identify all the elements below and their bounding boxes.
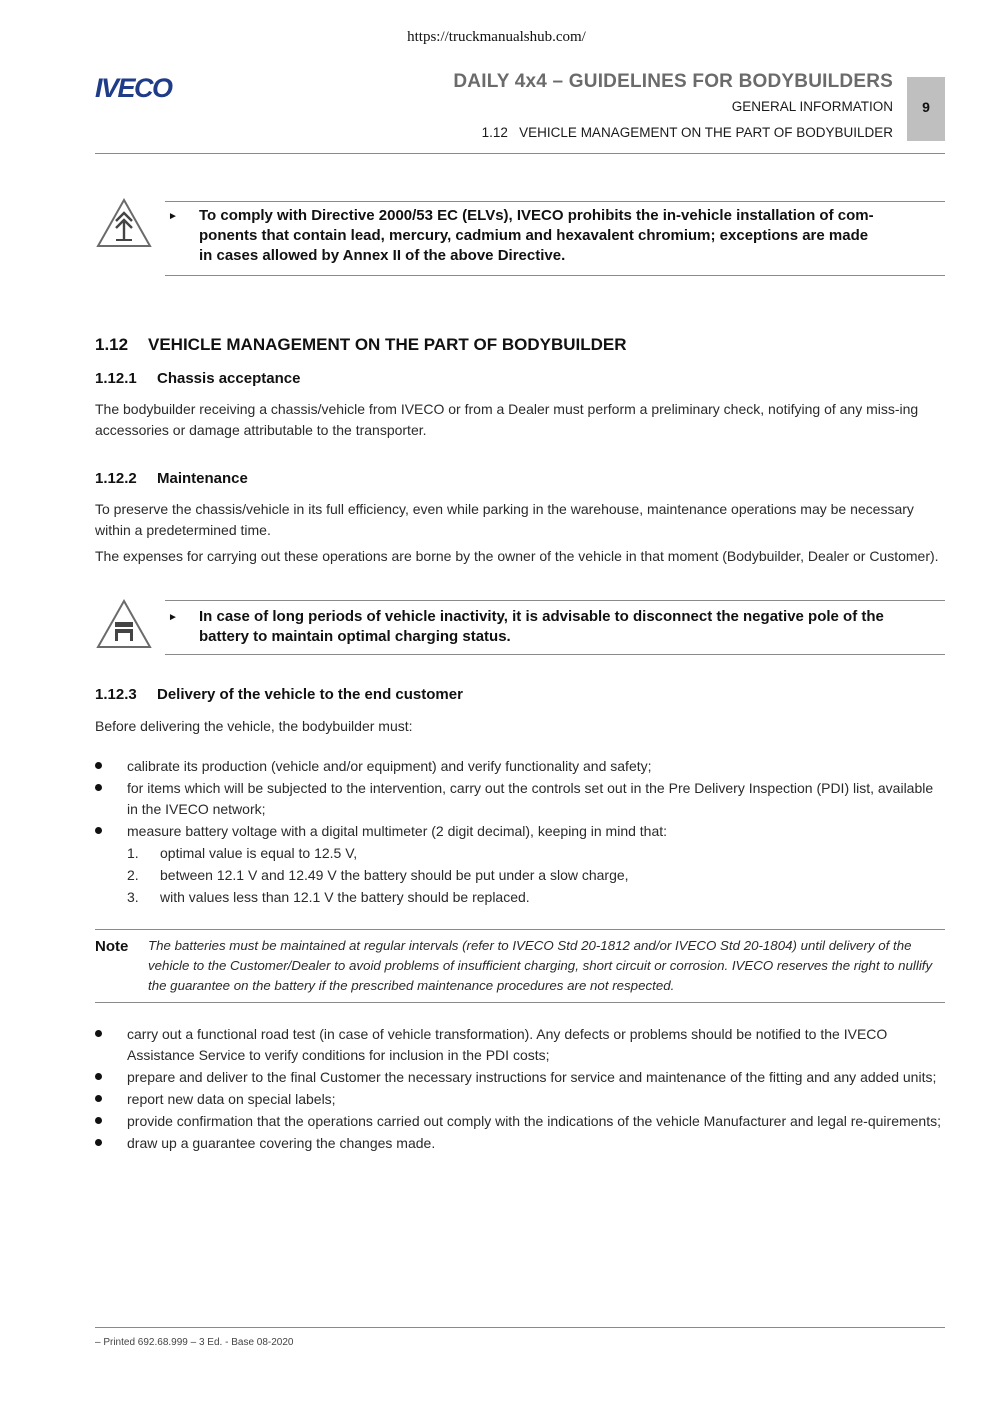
delivery-bullet-list-continued bbox=[95, 1024, 945, 1155]
subsection-number: 1.12.1 bbox=[95, 370, 137, 387]
list-item-text: for items which will be subjected to the intervention, carry out the controls set out in the Pre Delivery Inspection (PDI) list, available in the IVECO network; bbox=[127, 780, 934, 817]
print-info-footer: – Printed 692.68.999 – 3 Ed. - Base 08-2020 bbox=[95, 1337, 294, 1348]
iveco-logo-mark bbox=[95, 76, 195, 100]
item-text: optimal value is equal to 12.5 V, bbox=[160, 845, 358, 861]
battery-warning-icon bbox=[96, 598, 152, 655]
list-item-text: provide confirmation that the operations carried out comply with the indications of the vehicle Manufacturer and legal re-quirements; bbox=[127, 1112, 941, 1129]
bullet-dot-icon bbox=[95, 1073, 102, 1080]
bullet-dot-icon bbox=[95, 1030, 102, 1037]
callout-top-rule bbox=[165, 201, 945, 202]
numbered-item bbox=[127, 843, 945, 864]
delivery-bullet-list bbox=[95, 756, 945, 909]
note-box bbox=[95, 929, 945, 1003]
callout-line: To comply with Directive 2000/53 EC (ELVs), IVECO prohibits the in-vehicle installation of com- bbox=[199, 207, 874, 224]
item-number: 1. bbox=[127, 845, 139, 861]
item-number: 3. bbox=[127, 889, 139, 905]
callout-bottom-rule bbox=[165, 654, 945, 655]
section-breadcrumb: 1.12 VEHICLE MANAGEMENT ON THE PART OF BODYBUILDER bbox=[481, 125, 893, 140]
subsection-number: 1.12.2 bbox=[95, 470, 137, 487]
note-text: The batteries must be maintained at regular intervals (refer to IVECO Std 20-1812 and/or IVECO Std 20-1804) until delivery of the vehicle to the Customer/Dealer to avoid problems of insufficient charging, short circuit or corrosion. IVECO reserves the right to nullify the guarantee on the battery if the prescribed maintenance procedures are not respected. bbox=[148, 938, 933, 994]
header-divider bbox=[95, 153, 945, 154]
battery-voltage-list bbox=[127, 843, 945, 908]
list-item bbox=[95, 1024, 945, 1065]
subsection-heading-chassis bbox=[95, 370, 300, 387]
list-item-text: carry out a functional road test (in case of vehicle transformation). Any defects or problems should be notified to the IVECO Assistance Service to verify conditions for inclusion in the PDI costs; bbox=[127, 1026, 888, 1063]
list-item bbox=[95, 1089, 945, 1110]
subsection-title: Maintenance bbox=[157, 470, 248, 487]
numbered-item bbox=[127, 887, 945, 908]
callout-line: in cases allowed by Annex II of the above Directive. bbox=[199, 247, 566, 264]
callout-line: battery to maintain optimal charging status. bbox=[199, 628, 511, 645]
triangle-bullet-icon: ► bbox=[168, 211, 178, 222]
iveco-logo bbox=[95, 76, 195, 105]
section-heading bbox=[95, 335, 627, 355]
maintenance-paragraph-2: The expenses for carrying out these operations are borne by the owner of the vehicle in that moment (Bodybuilder, Dealer or Customer). bbox=[95, 548, 939, 564]
section-number: 1.12 bbox=[95, 335, 129, 354]
list-item bbox=[95, 1067, 945, 1088]
triangle-bullet-icon: ► bbox=[168, 612, 178, 623]
subsection-title: Delivery of the vehicle to the end customer bbox=[157, 686, 463, 703]
list-item bbox=[95, 1111, 945, 1132]
callout-line: In case of long periods of vehicle inactivity, it is advisable to disconnect the negative pole of the bbox=[199, 608, 884, 625]
item-number: 2. bbox=[127, 867, 139, 883]
bullet-dot-icon bbox=[95, 827, 102, 834]
delivery-intro: Before delivering the vehicle, the bodybuilder must: bbox=[95, 718, 413, 734]
section-title: VEHICLE MANAGEMENT ON THE PART OF BODYBUILDER bbox=[148, 335, 627, 354]
note-label: Note bbox=[95, 938, 129, 955]
list-item bbox=[95, 821, 945, 908]
maintenance-paragraph-1: To preserve the chassis/vehicle in its full efficiency, even while parking in the warehouse, maintenance operations may be necessary within a predetermined time. bbox=[95, 501, 914, 538]
list-item bbox=[95, 756, 945, 777]
footer-divider bbox=[95, 1327, 945, 1328]
bullet-dot-icon bbox=[95, 1117, 102, 1124]
list-item-text: measure battery voltage with a digital multimeter (2 digit decimal), keeping in mind that: bbox=[127, 822, 668, 839]
callout-top-rule bbox=[165, 600, 945, 601]
elv-callout-text bbox=[199, 206, 945, 266]
callout-bottom-rule bbox=[165, 275, 945, 276]
subsection-number: 1.12.3 bbox=[95, 686, 137, 703]
bullet-dot-icon bbox=[95, 762, 102, 769]
subsection-heading-maintenance bbox=[95, 470, 248, 487]
list-item-text: prepare and deliver to the final Customer the necessary instructions for service and maintenance of the fitting and any added units; bbox=[127, 1068, 937, 1085]
list-item-text: draw up a guarantee covering the changes made. bbox=[127, 1134, 436, 1151]
callout-line: ponents that contain lead, mercury, cadmium and hexavalent chromium; exceptions are made bbox=[199, 227, 869, 244]
item-text: between 12.1 V and 12.49 V the battery should be put under a slow charge, bbox=[160, 867, 629, 883]
logo-text: IVECO bbox=[95, 76, 172, 100]
list-item-text: calibrate its production (vehicle and/or equipment) and verify functionality and safety; bbox=[127, 758, 652, 774]
source-url[interactable]: https://truckmanualshub.com/ bbox=[407, 29, 586, 45]
item-text: with values less than 12.1 V the battery should be replaced. bbox=[160, 889, 530, 905]
subsection-heading-delivery bbox=[95, 686, 463, 703]
battery-callout-text bbox=[199, 607, 945, 647]
bullet-dot-icon bbox=[95, 1139, 102, 1146]
list-item bbox=[95, 778, 945, 819]
document-title: DAILY 4x4 – GUIDELINES FOR BODYBUILDERS bbox=[453, 71, 893, 92]
list-item-text: report new data on special labels; bbox=[127, 1090, 336, 1107]
numbered-item bbox=[127, 865, 945, 886]
page-number-tab bbox=[907, 77, 945, 141]
bullet-dot-icon bbox=[95, 784, 102, 791]
page-number: 9 bbox=[922, 99, 930, 115]
list-item bbox=[95, 1133, 945, 1154]
chapter-title: GENERAL INFORMATION bbox=[731, 99, 893, 114]
subsection-title: Chassis acceptance bbox=[157, 370, 301, 387]
recycling-warning-icon bbox=[96, 197, 152, 254]
chassis-paragraph: The bodybuilder receiving a chassis/vehicle from IVECO or from a Dealer must perform a preliminary check, notifying of any miss-ing accessories or damage attributable to the transporter. bbox=[95, 401, 919, 438]
bullet-dot-icon bbox=[95, 1095, 102, 1102]
